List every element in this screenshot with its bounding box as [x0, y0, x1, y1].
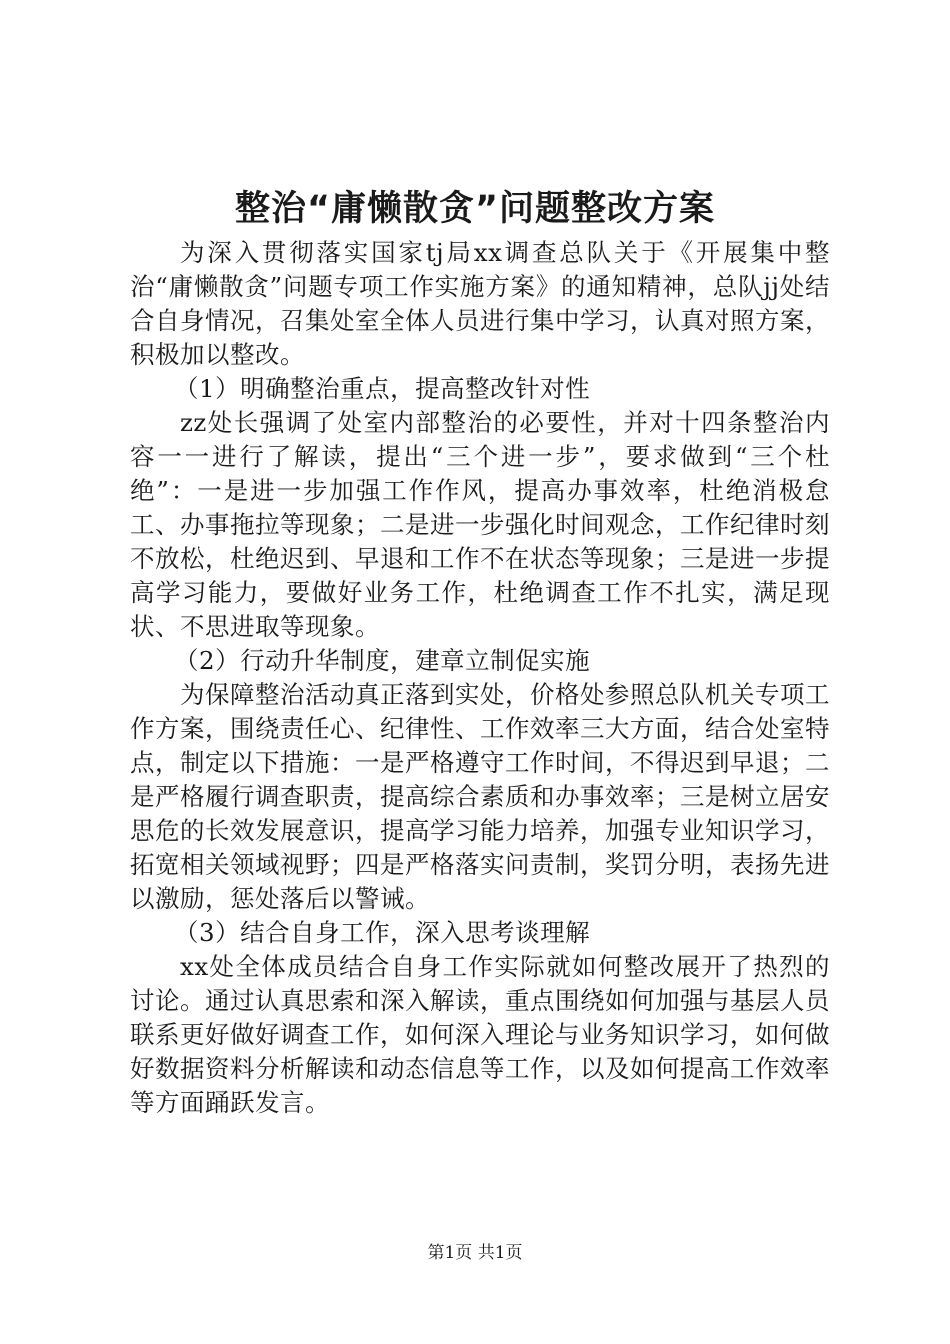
document-body	[130, 236, 830, 1120]
section-2-heading: （2）行动升华制度，建章立制促实施	[174, 646, 591, 675]
section-2-body: 为保障整治活动真正落到实处，价格处参照总队机关专项工作方案，围绕责任心、纪律性、工作效率三大方面，结合处室特点，制定以下措施：一是严格遵守工作时间，不得迟到早退；二是严格履行调查职责，提高综合素质和办事效率；三是树立居安思危的长效发展意识，提高学习能力培养，加强专业知识学习，拓宽相关领域视野；四是严格落实问责制，奖罚分明，表扬先进以激励，惩处落后以警诫。	[130, 680, 830, 913]
intro-paragraph: 为深入贯彻落实国家tj局xx调查总队关于《开展集中整治“庸懒散贪”问题专项工作实施方案》的通知精神，总队jj处结合自身情况，召集处室全体人员进行集中学习，认真对照方案，积极加以整改。	[130, 238, 830, 369]
section-1-heading: （1）明确整治重点，提高整改针对性	[174, 374, 591, 403]
section-1-body: zz处长强调了处室内部整治的必要性，并对十四条整治内容一一进行了解读，提出“三个进一步”，要求做到“三个杜绝”：一是进一步加强工作作风，提高办事效率，杜绝消极怠工、办事拖拉等现象；二是进一步强化时间观念，工作纪律时刻不放松，杜绝迟到、早退和工作不在状态等现象；三是进一步提高学习能力，要做好业务工作，杜绝调查工作不扎实，满足现状、不思进取等现象。	[130, 408, 830, 641]
page-footer: 第1页 共1页	[427, 1243, 523, 1263]
section-3-body: xx处全体成员结合自身工作实际就如何整改展开了热烈的讨论。通过认真思索和深入解读，重点围绕如何加强与基层人员联系更好做好调查工作，如何深入理论与业务知识学习，如何做好数据资料分析解读和动态信息等工作，以及如何提高工作效率等方面踊跃发言。	[130, 952, 830, 1117]
document-title: 整治“庸懒散贪”问题整改方案	[234, 189, 715, 229]
section-3-heading: （3）结合自身工作，深入思考谈理解	[174, 918, 591, 947]
